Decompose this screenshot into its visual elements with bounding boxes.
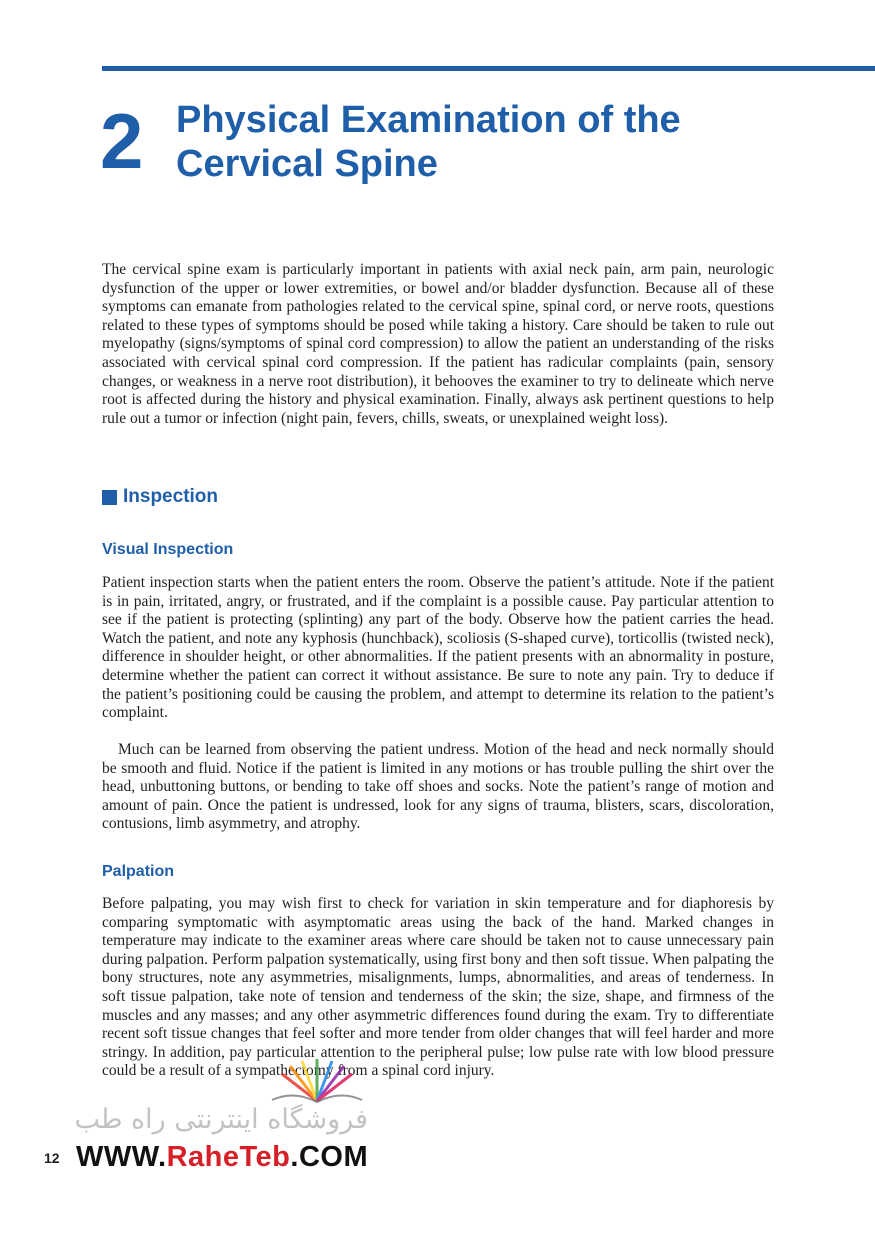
page-number: 12 <box>44 1150 60 1166</box>
watermark-url[interactable] <box>76 1141 368 1174</box>
section-heading-text: Inspection <box>123 486 219 507</box>
subheading-visual-inspection: Visual Inspection <box>102 541 234 558</box>
watermark-url-prefix: WWW. <box>76 1141 167 1173</box>
visual-inspection-paragraph-1: Patient inspection starts when the patient enters the room. Observe the patient’s attitude. Note if the patient is in pain, irritated, angry, or frustrated, and if the complaint is a possible cause. Pay particular attention to see if the patient is protecting (splinting) any part of the body. Observe how the patient carries the head. Watch the patient, and note any kyphosis (hunchback), scoliosis (S-shaped curve), torticollis (twisted neck), difference in shoulder height, or other abnormalities. If the patient presents with an abnormality in posture, determine whether the patient can correct it without assistance. Be sure to note any pain. Try to deduce if the patient’s positioning could be causing the problem, and attempt to determine its relation to the patient’s complaint. <box>102 574 774 722</box>
chapter-number: 2 <box>100 97 142 185</box>
section-marker-square <box>102 490 117 505</box>
chapter-title <box>176 98 796 186</box>
visual-inspection-paragraph-2: Much can be learned from observing the patient undress. Motion of the head and neck normally should be smooth and fluid. Notice if the patient is limited in any motions or has trouble pulling the shirt over the head, unbuttoning buttons, or bending to take off shoes and socks. Note the patient’s range of motion and amount of pain. Once the patient is undressed, look for any signs of trauma, blisters, scars, discoloration, contusions, limb asymmetry, and atrophy. <box>102 741 774 833</box>
palpation-paragraph: Before palpating, you may wish first to check for variation in skin temperature and for diaphoresis by comparing symptomatic with asymptomatic areas using the back of the hand. Marked changes in temperature may indicate to the examiner areas where care should be taken not to cause unnecessary pain during palpation. Perform palpation systematically, using first bony and then soft tissue. When palpating the bony structures, note any asymmetries, misalignments, lumps, abnormalities, and areas of tenderness. In soft tissue palpation, take note of tension and tenderness of the skin; the size, shape, and firmness of the muscles and any masses; and any other asymmetric differences found during the exam. Try to differentiate recent soft tissue changes that feel softer and more tender from older changes that will feel harder and more stringy. In addition, pay particular attention to the peripheral pulse; low pulse rate with low blood pressure could be a result of a sympathectomy from a spinal cord injury. <box>102 895 774 1080</box>
watermark-url-brand: RaheTeb <box>166 1141 291 1173</box>
intro-paragraph: The cervical spine exam is particularly important in patients with axial neck pain, arm pain, neurologic dysfunction of the upper or lower extremities, or bowel and/or bladder dysfunction. Because all of these symptoms can emanate from pathologies related to the cervical spine, spinal cord, or nerve roots, questions related to these types of symptoms should be posed while taking a history. Care should be taken to rule out myelopathy (signs/symptoms of spinal cord compression) to allow the patient an understanding of the risks associated with cervical spinal cord compression. If the patient has radicular complaints (pain, sensory changes, or weakness in a nerve root distribution), it behooves the examiner to try to delineate which nerve root is affected during the history and physical examination. Finally, always ask pertinent questions to help rule out a tumor or infection (night pain, fevers, chills, sweats, or unexplained weight loss). <box>102 261 774 427</box>
watermark-url-suffix: .COM <box>290 1141 369 1173</box>
section-heading-inspection <box>102 486 218 508</box>
chapter-title-line-1: Physical Examination of the <box>176 99 681 141</box>
subheading-palpation: Palpation <box>102 863 175 880</box>
watermark-persian-text: فروشگاه اینترنتی راه طب <box>74 1104 368 1135</box>
chapter-title-line-2: Cervical Spine <box>176 143 438 185</box>
watermark-book-logo-icon <box>262 1056 372 1106</box>
chapter-top-rule <box>102 66 875 71</box>
